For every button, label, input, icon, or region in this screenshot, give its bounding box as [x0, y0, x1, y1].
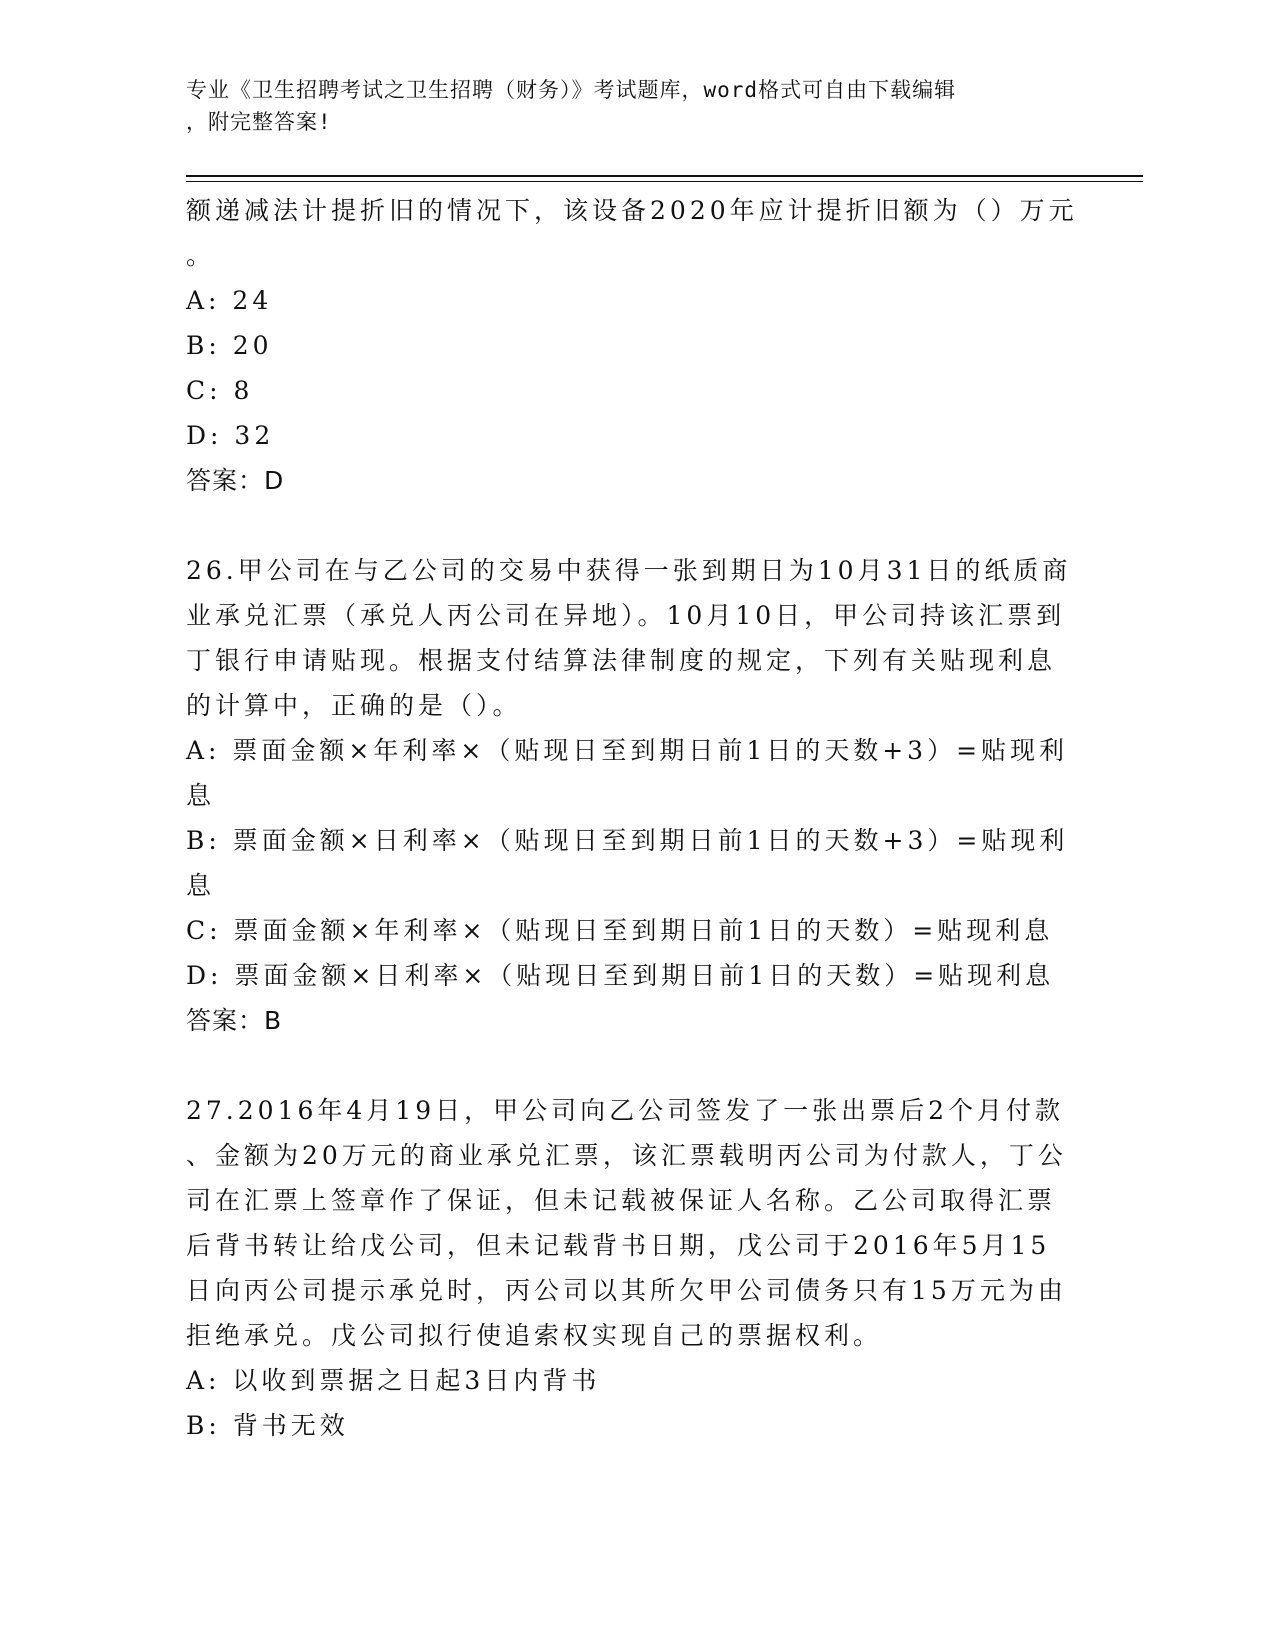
question-stem-line: 、金额为20万元的商业承兑汇票，该汇票载明丙公司为付款人，丁公	[186, 1141, 1067, 1170]
question-stem-line: 日向丙公司提示承兑时，丙公司以其所欠甲公司债务只有15万元为由	[186, 1276, 1067, 1305]
option-a: A: 票面金额×年利率×（贴现日至到期日前1日的天数+3）=贴现利	[186, 736, 1069, 765]
header-line-1: 专业《卫生招聘考试之卫生招聘（财务）》考试题库，word格式可自由下载编辑	[186, 78, 957, 102]
question-stem-line: 26.甲公司在与乙公司的交易中获得一张到期日为10月31日的纸质商	[186, 556, 1072, 585]
answer: 答案：B	[186, 1006, 283, 1035]
answer: 答案：D	[186, 466, 285, 495]
option-b: B: 20	[186, 331, 273, 360]
spacer	[186, 503, 1076, 548]
option-b: B: 背书无效	[186, 1411, 349, 1440]
question-stem-line: 后背书转让给戊公司，但未记载背书日期，戊公司于2016年5月15	[186, 1231, 1051, 1260]
question-stem-line: 。	[186, 241, 216, 270]
question-27	[186, 1088, 1076, 1448]
option-b-continued: 息	[186, 871, 216, 900]
question-stem-line: 业承兑汇票（承兑人丙公司在异地）。10月10日，甲公司持该汇票到	[186, 601, 1066, 630]
question-content	[186, 188, 1076, 1448]
header-rule-thin	[186, 181, 1143, 182]
option-a: A: 24	[186, 286, 273, 315]
question-stem-line: 的计算中，正确的是（）。	[186, 691, 522, 720]
question-26	[186, 548, 1076, 1043]
spacer	[186, 1043, 1076, 1088]
question-stem-line: 拒绝承兑。戊公司拟行使追索权实现自己的票据权利。	[186, 1321, 883, 1350]
header-line-2: ，附完整答案!	[186, 110, 332, 134]
option-c: C: 8	[186, 376, 254, 405]
question-stem-line: 额递减法计提折旧的情况下，该设备2020年应计提折旧额为（）万元	[186, 196, 1078, 225]
header-rule-thick	[186, 175, 1143, 177]
question-25	[186, 188, 1076, 503]
question-stem-line: 司在汇票上签章作了保证，但未记载被保证人名称。乙公司取得汇票	[186, 1186, 1057, 1215]
page-header	[186, 74, 1086, 138]
option-d: D: 32	[186, 421, 275, 450]
option-d: D: 票面金额×日利率×（贴现日至到期日前1日的天数）=贴现利息	[186, 961, 1055, 990]
option-c: C: 票面金额×年利率×（贴现日至到期日前1日的天数）=贴现利息	[186, 916, 1054, 945]
option-a: A: 以收到票据之日起3日内背书	[186, 1366, 601, 1395]
question-stem-line: 27.2016年4月19日，甲公司向乙公司签发了一张出票后2个月付款	[186, 1096, 1065, 1125]
question-stem-line: 丁银行申请贴现。根据支付结算法律制度的规定，下列有关贴现利息	[186, 646, 1057, 675]
option-b: B: 票面金额×日利率×（贴现日至到期日前1日的天数+3）=贴现利	[186, 826, 1069, 855]
option-a-continued: 息	[186, 781, 216, 810]
